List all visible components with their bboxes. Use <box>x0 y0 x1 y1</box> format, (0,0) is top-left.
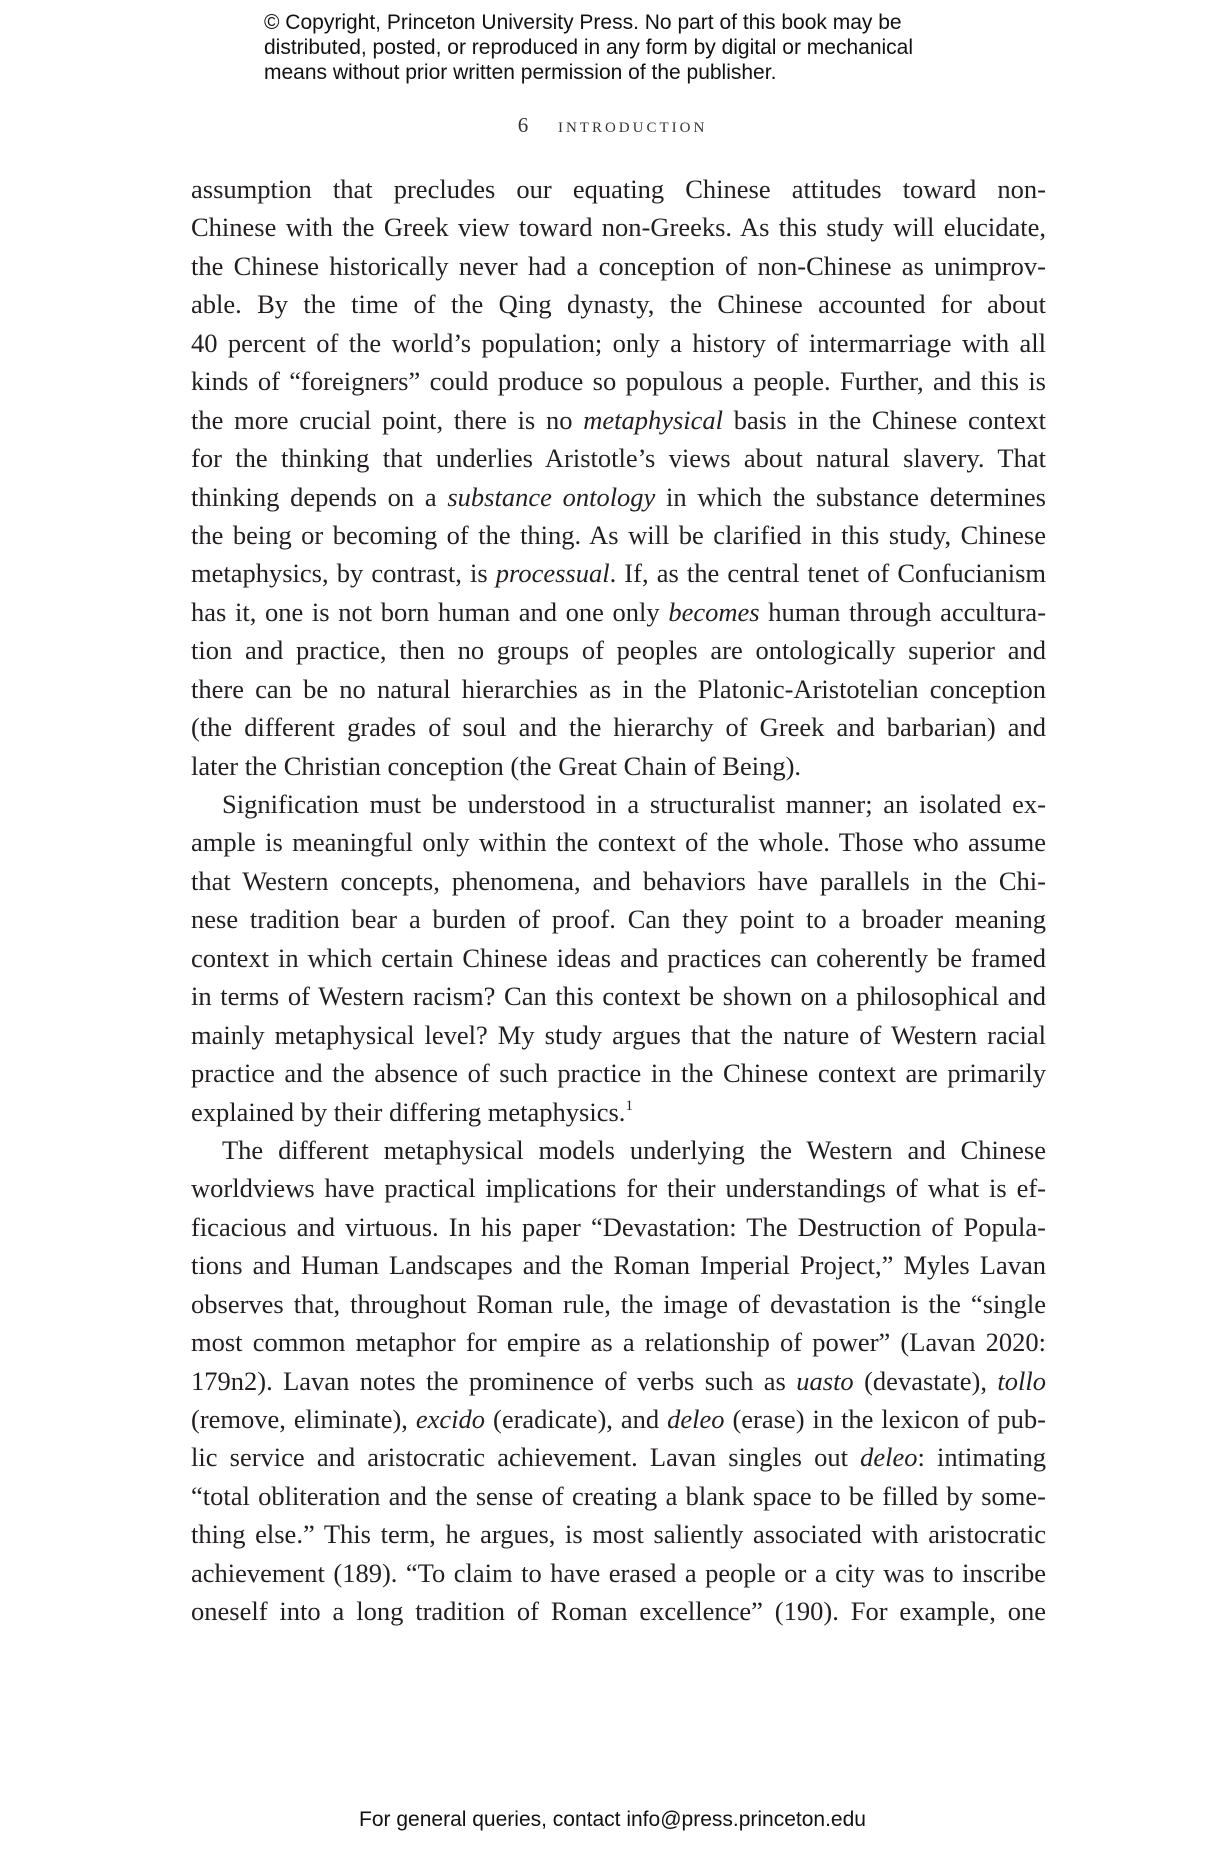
copyright-line: distributed, posted, or reproduced in any form by digital or mechanical <box>264 36 914 59</box>
text-line: Chinese with the Greek view toward non-Greeks. As this study will elucidate, <box>191 212 1046 243</box>
emphasis: substance ontology <box>447 481 656 512</box>
text-line: (the different grades of soul and the hierarchy of Greek and barbarian) and <box>191 712 1046 743</box>
text-line: later the Christian conception (the Great Chain of Being). <box>191 750 802 781</box>
text-line: the more crucial point, there is no metaphysical basis in the Chinese context <box>191 404 1046 435</box>
emphasis: deleo <box>860 1442 918 1473</box>
text-line: oneself into a long tradition of Roman excellence” (190). For example, one <box>191 1596 1046 1627</box>
emphasis: excido <box>415 1404 486 1434</box>
text-line: thinking depends on a substance ontology in which the substance determines <box>191 481 1046 512</box>
text-line: there can be no natural hierarchies as in the Platonic-Aristotelian conception <box>191 673 1046 704</box>
emphasis: uasto <box>796 1365 854 1396</box>
text-line: context in which certain Chinese ideas and practices can coherently be framed <box>191 942 1046 973</box>
text-line: nese tradition bear a burden of proof. Can they point to a broader meaning <box>191 904 1046 935</box>
emphasis: metaphysical <box>583 404 724 435</box>
text-line: that Western concepts, phenomena, and behaviors have parallels in the Chi- <box>191 865 1046 896</box>
text-line: observes that, throughout Roman rule, the image of devastation is the “single <box>191 1288 1046 1319</box>
running-head <box>0 112 1225 138</box>
text-line: Signification must be understood in a structuralist manner; an isolated ex- <box>222 789 1046 819</box>
text-line: 179n2). Lavan notes the prominence of verbs such as uasto (devastate), tollo <box>191 1365 1046 1396</box>
text-line: able. By the time of the Qing dynasty, the Chinese accounted for about <box>191 289 1046 320</box>
text-line: mainly metaphysical level? My study argues that the nature of Western racial <box>191 1019 1046 1050</box>
text-line: for the thinking that underlies Aristotle’s views about natural slavery. That <box>191 443 1046 474</box>
emphasis: deleo <box>667 1404 725 1434</box>
text-line: thing else.” This term, he argues, is most saliently associated with aristocratic <box>191 1519 1046 1550</box>
text-line: 40 percent of the world’s population; only a history of intermarriage with all <box>191 327 1046 358</box>
emphasis: processual <box>495 558 610 589</box>
text-line: the Chinese historically never had a conception of non-Chinese as unimprov- <box>191 250 1046 281</box>
text-line: assumption that precludes our equating Chinese attitudes toward non- <box>191 174 1046 204</box>
text-line: has it, one is not born human and one only becomes human through accultura- <box>191 596 1047 627</box>
text-line: practice and the absence of such practice in the Chinese context are primarily <box>191 1058 1046 1089</box>
page-number: 6 <box>517 113 529 137</box>
emphasis: becomes <box>668 596 760 627</box>
text-line: “total obliteration and the sense of creating a blank space to be filled by some- <box>191 1480 1046 1511</box>
text-line: explained by their differing metaphysics.$^1$ <box>191 1096 633 1127</box>
copyright-notice <box>264 10 1024 85</box>
copyright-line: means without prior written permission of the publisher. <box>264 61 777 84</box>
text-line: (remove, eliminate), excido (eradicate), and deleo (erase) in the lexicon of pub- <box>191 1404 1046 1434</box>
emphasis: tollo <box>997 1365 1046 1396</box>
text-line: ample is meaningful only within the context of the whole. Those who assume <box>191 827 1046 858</box>
text-line: metaphysics, by contrast, is processual. If, as the central tenet of Confucianism <box>191 558 1046 589</box>
text-line: the being or becoming of the thing. As will be clarified in this study, Chinese <box>191 519 1046 550</box>
text-line: kinds of “foreigners” could produce so populous a people. Further, and this is <box>191 366 1046 397</box>
text-line: tion and practice, then no groups of peoples are ontologically superior and <box>191 635 1046 666</box>
footnote-marker[interactable]: 1 <box>625 1097 633 1114</box>
text-line: lic service and aristocratic achievement. Lavan singles out deleo: intimating <box>191 1442 1046 1473</box>
copyright-line: © Copyright, Princeton University Press. No part of this book may be <box>264 11 902 34</box>
footer-contact: For general queries, contact info@press.princeton.edu <box>359 1808 866 1831</box>
text-line: The different metaphysical models underlying the Western and Chinese <box>222 1134 1046 1165</box>
text-line: tions and Human Landscapes and the Roman Imperial Project,” Myles Lavan <box>191 1250 1046 1281</box>
text-line: worldviews have practical implications for their understandings of what is ef- <box>191 1173 1046 1204</box>
text-line: achievement (189). “To claim to have erased a people or a city was to inscribe <box>191 1557 1046 1588</box>
chapter-title: introduction <box>557 112 708 137</box>
text-line: ficacious and virtuous. In his paper “Devastation: The Destruction of Popula- <box>191 1211 1046 1242</box>
text-line: in terms of Western racism? Can this context be shown on a philosophical and <box>191 981 1046 1012</box>
text-line: most common metaphor for empire as a relationship of power” (Lavan 2020: <box>191 1327 1046 1358</box>
body-text <box>191 170 1046 1631</box>
